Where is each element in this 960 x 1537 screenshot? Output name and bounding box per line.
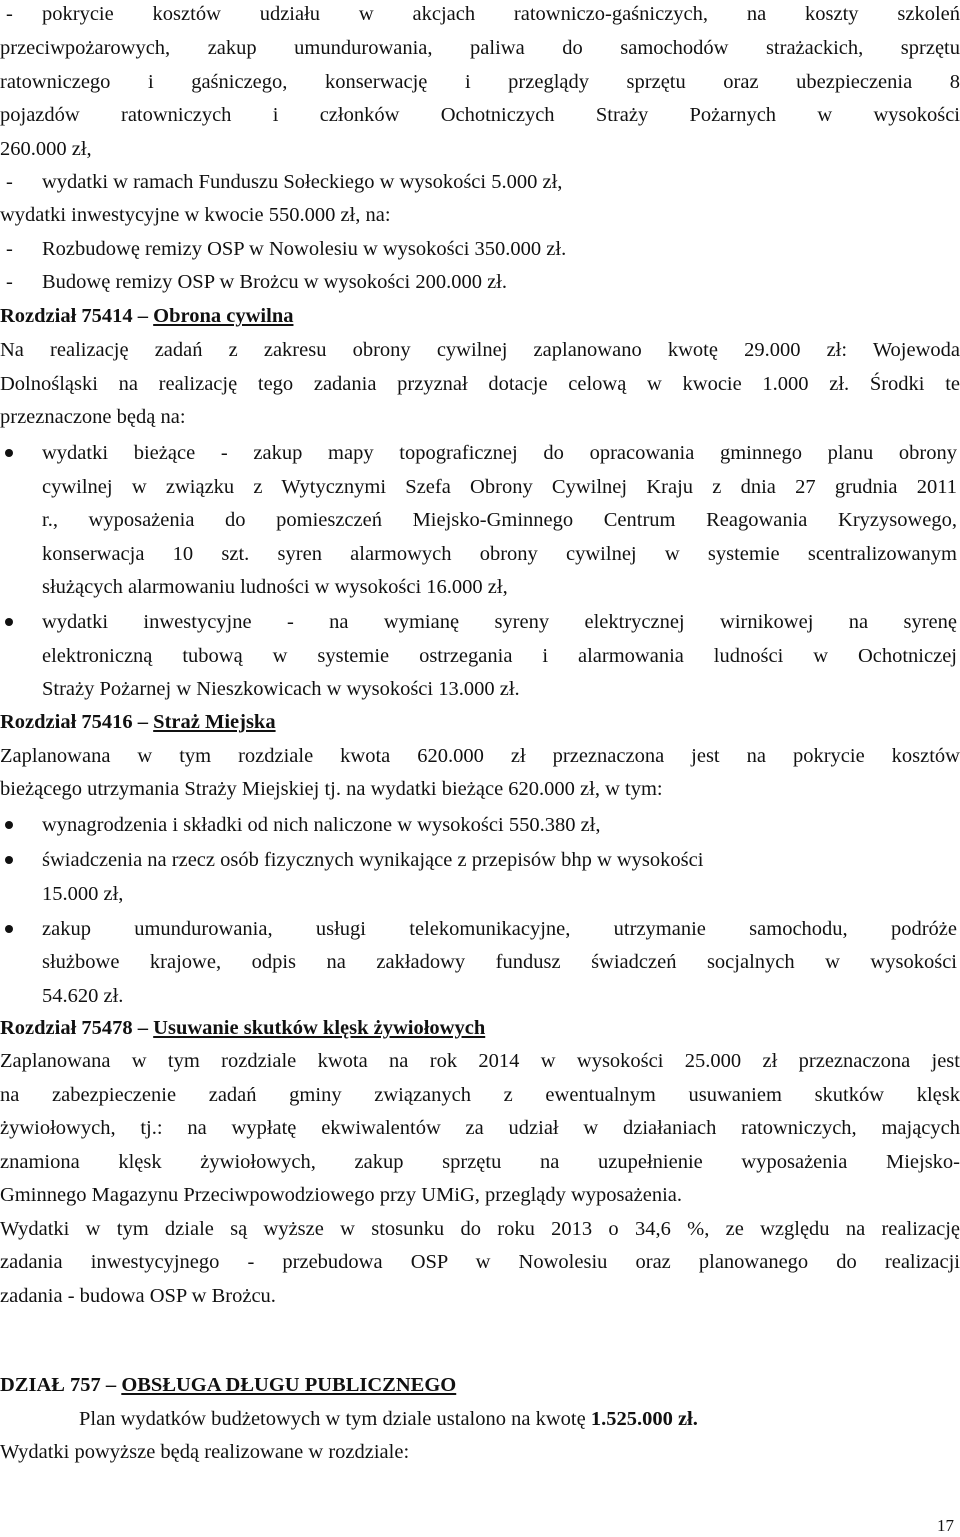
text-line: Gminnego Magazynu Przeciwpowodziowego przy UMiG, przeglądy wyposażenia. — [0, 1184, 682, 1206]
text-line: żywiołowych, tj.: na wypłatę ekwiwalentów za udział w działaniach ratowniczych, mających — [0, 1117, 960, 1139]
text-line: zadania - budowa OSP w Brożcu. — [0, 1285, 276, 1307]
text-line: Budowę remizy OSP w Brożcu w wysokości 200.000 zł. — [42, 271, 507, 293]
text-line: wynagrodzenia i składki od nich naliczone w wysokości 550.380 zł, — [42, 814, 601, 836]
text-line: ratowniczego i gaśniczego, konserwację i przeglądy sprzętu oraz ubezpieczenia 8 — [0, 71, 960, 93]
text-line: pojazdów ratowniczych i członków Ochotniczych Straży Pożarnych w wysokości — [0, 104, 960, 126]
text-line: służbowe krajowe, odpis na zakładowy fundusz świadczeń socjalnych w wysokości — [42, 951, 957, 973]
text-line: konserwacja 10 szt. syren alarmowych obrony cywilnej w systemie scentralizowanym — [42, 543, 957, 565]
dash-list-marker: - — [6, 3, 13, 25]
text-line: zakup umundurowania, usługi telekomunikacyjne, utrzymanie samochodu, podróże — [42, 918, 957, 940]
text-line: 260.000 zł, — [0, 138, 92, 160]
text-line — [79, 1402, 960, 1436]
text-line: służących alarmowaniu ludności w wysokości 16.000 zł, — [42, 576, 508, 598]
text-line: Wydatki powyższe będą realizowane w rozdziale: — [0, 1441, 410, 1463]
text-line: Dolnośląski na realizację tego zadania przyznał dotacje celową w kwocie 1.000 zł. Środki te — [0, 373, 960, 395]
text-line: świadczenia na rzecz osób fizycznych wynikające z przepisów bhp w wysokości — [42, 849, 704, 871]
dash-list-marker: - — [6, 171, 13, 193]
text-line: elektroniczną tubową w systemie ostrzegania i alarmowania ludności w Ochotniczej — [42, 645, 957, 667]
text-line: Zaplanowana w tym rozdziale kwota na rok 2014 w wysokości 25.000 zł przeznaczona jest — [0, 1050, 960, 1072]
text-line: 15.000 zł, — [42, 883, 124, 905]
text-line: wydatki w ramach Funduszu Sołeckiego w wysokości 5.000 zł, — [42, 171, 563, 193]
text-line: Rozbudowę remizy OSP w Nowolesiu w wysokości 350.000 zł. — [42, 238, 567, 260]
text-line: r., wyposażenia do pomieszczeń Miejsko-Gminnego Centrum Reagowania Kryzysowego, — [42, 509, 957, 531]
plan-amount: 1.525.000 zł. — [590, 1408, 698, 1430]
text-line: zadania inwestycyjnego - przebudowa OSP w Nowolesiu oraz planowanego do realizacji — [0, 1251, 960, 1273]
plan-text: Plan wydatków budżetowych w tym dziale ustalono na kwotę — [79, 1408, 591, 1430]
dash-list-marker: - — [6, 271, 13, 293]
text-line: bieżącego utrzymania Straży Miejskiej tj. na wydatki bieżące 620.000 zł, w tym: — [0, 778, 663, 800]
section-heading: Rozdział 75416 – Straż Miejska — [0, 711, 276, 733]
text-line: znamiona klęsk żywiołowych, zakup sprzętu na uzupełnienie wyposażenia Miejsko- — [0, 1151, 960, 1173]
text-line: przeznaczone będą na: — [0, 406, 186, 428]
text-line: cywilnej w związku z Wytycznymi Szefa Obrony Cywilnej Kraju z dnia 27 grudnia 2011 — [42, 476, 957, 498]
page-number: 17 — [937, 1516, 954, 1535]
text-line: wydatki bieżące - zakup mapy topograficznej do opracowania gminnego planu obrony — [42, 442, 957, 464]
text-line: przeciwpożarowych, zakup umundurowania, paliwa do samochodów strażackich, sprzętu — [0, 37, 960, 59]
text-line: na zabezpieczenie zadań gminy związanych z ewentualnym usuwaniem skutków klęsk — [0, 1084, 960, 1106]
text-line: Straży Pożarnej w Nieszkowicach w wysokości 13.000 zł. — [42, 678, 520, 700]
dash-list-marker: - — [6, 238, 13, 260]
text-line: Na realizację zadań z zakresu obrony cywilnej zaplanowano kwotę 29.000 zł: Wojewoda — [0, 339, 960, 361]
text-line: wydatki inwestycyjne - na wymianę syreny elektrycznej wirnikowej na syrenę — [42, 611, 957, 633]
text-line: Zaplanowana w tym rozdziale kwota 620.000 zł przeznaczona jest na pokrycie kosztów — [0, 745, 960, 767]
text-line: wydatki inwestycyjne w kwocie 550.000 zł, na: — [0, 204, 391, 226]
text-line: Wydatki w tym dziale są wyższe w stosunku do roku 2013 o 34,6 %, ze względu na realizację — [0, 1218, 960, 1240]
chapter-heading: DZIAŁ 757 – OBSŁUGA DŁUGU PUBLICZNEGO — [0, 1374, 457, 1396]
text-line: pokrycie kosztów udziału w akcjach ratowniczo-gaśniczych, na koszty szkoleń — [42, 3, 960, 25]
section-heading: Rozdział 75478 – Usuwanie skutków klęsk żywiołowych — [0, 1017, 486, 1039]
section-heading: Rozdział 75414 – Obrona cywilna — [0, 305, 294, 327]
text-line: 54.620 zł. — [42, 985, 124, 1007]
